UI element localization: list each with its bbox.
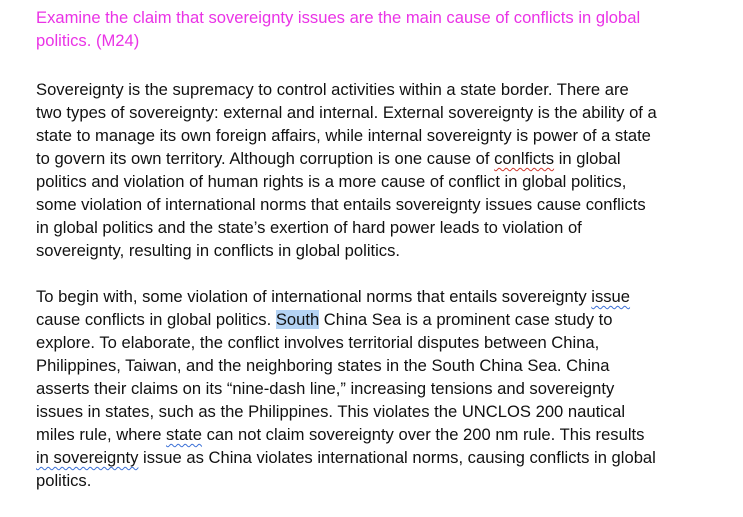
paragraph-introduction: [36, 78, 726, 262]
paragraph-line: asserts their claims on its “nine-dash line,” increasing tensions and sovereignty: [36, 379, 615, 398]
prompt-line: politics. (M24): [36, 31, 140, 50]
paragraph-line: sovereignty, resulting in conflicts in global politics.: [36, 241, 401, 260]
paragraph-line: [36, 285, 726, 308]
paragraph-line: in global politics and the state’s exertion of hard power leads to violation of: [36, 218, 582, 237]
grammar-flag[interactable]: state: [166, 425, 203, 444]
selected-text[interactable]: South: [275, 310, 320, 329]
text-run: To begin with, some violation of international norms that entails sovereignty: [36, 287, 592, 306]
paragraph-line: two types of sovereignty: external and internal. External sovereignty is the ability of a: [36, 103, 657, 122]
prompt-line: Examine the claim that sovereignty issues are the main cause of conflicts in global: [36, 8, 641, 27]
paragraph-line: [36, 308, 726, 331]
paragraph-body-1: [36, 285, 726, 492]
paragraph-line: politics and violation of human rights is a more cause of conflict in global politics,: [36, 172, 627, 191]
paragraph-line: Sovereignty is the supremacy to control activities within a state border. There are: [36, 80, 629, 99]
essay-prompt: [36, 6, 726, 52]
text-run: to govern its own territory. Although corruption is one cause of: [36, 149, 495, 168]
text-run: issue as China violates international norms, causing conflicts in global: [138, 448, 656, 467]
grammar-flag[interactable]: issue: [591, 287, 631, 306]
document-body[interactable]: [36, 6, 726, 515]
paragraph-line: [36, 147, 726, 170]
paragraph-line: issues in states, such as the Philippines. This violates the UNCLOS 200 nautical: [36, 402, 626, 421]
paragraph-line: explore. To elaborate, the conflict involves territorial disputes between China,: [36, 333, 600, 352]
grammar-flag[interactable]: in sovereignty: [36, 448, 139, 467]
paragraph-line: state to manage its own foreign affairs, while internal sovereignty is power of a state: [36, 126, 651, 145]
paragraph-line: some violation of international norms that entails sovereignty issues cause conflicts: [36, 195, 646, 214]
text-run: in global: [554, 149, 621, 168]
paragraph-line: [36, 446, 726, 469]
text-run: miles rule, where: [36, 425, 167, 444]
text-run: China Sea is a prominent case study to: [319, 310, 613, 329]
paragraph-line: Philippines, Taiwan, and the neighboring states in the South China Sea. China: [36, 356, 610, 375]
text-run: cause conflicts in global politics.: [36, 310, 276, 329]
paragraph-line: politics.: [36, 471, 92, 490]
misspelled-word[interactable]: conlficts: [494, 149, 555, 168]
paragraph-line: [36, 423, 726, 446]
text-run: can not claim sovereignty over the 200 nm rule. This results: [202, 425, 645, 444]
